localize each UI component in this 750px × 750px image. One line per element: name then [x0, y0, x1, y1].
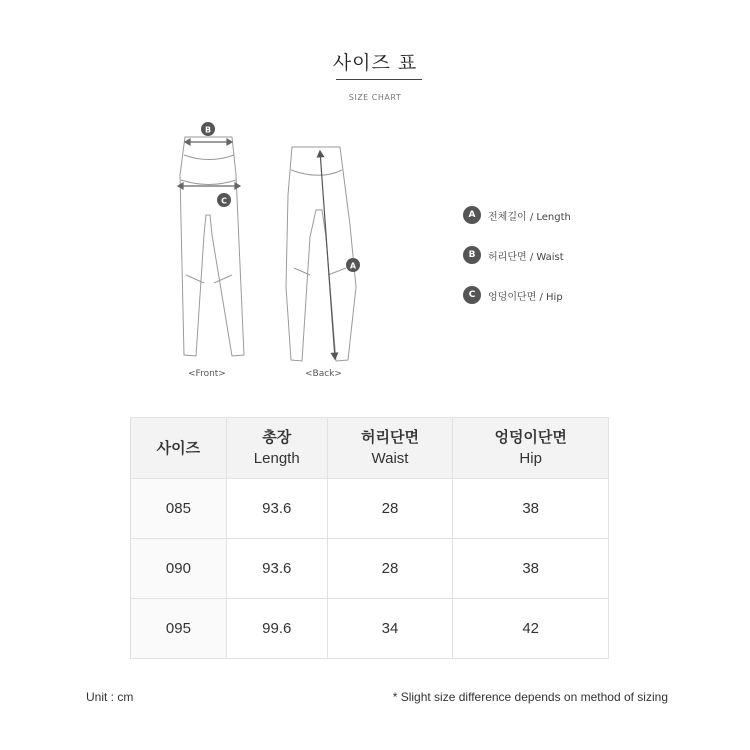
- waist-arrow: [185, 139, 232, 145]
- legend-item-length: [463, 205, 571, 225]
- legend-label: 엉덩이단면 / Hip: [488, 291, 563, 303]
- table-row: [131, 539, 609, 599]
- table-row: [131, 599, 609, 659]
- legend-badge: A: [463, 206, 481, 224]
- unit-note: Unit : cm: [86, 690, 134, 704]
- cell-length: 93.6: [226, 479, 327, 539]
- size-table: [130, 417, 609, 659]
- hip-arrow: [178, 183, 240, 189]
- leggings-diagram: [160, 115, 380, 390]
- legend-item-waist: [463, 245, 571, 265]
- legend-label: 전체길이 / Length: [488, 211, 571, 223]
- front-label: <Front>: [188, 369, 226, 379]
- legend-badge: B: [463, 246, 481, 264]
- cell-length: 99.6: [226, 599, 327, 659]
- cell-hip: 42: [453, 599, 609, 659]
- marker-c: [217, 193, 231, 207]
- sizing-disclaimer: * Slight size difference depends on method of sizing: [392, 690, 668, 704]
- length-arrow: [318, 151, 338, 359]
- title-divider: [336, 79, 422, 80]
- cell-waist: 34: [327, 599, 453, 659]
- header-length: 총장 Length: [226, 418, 327, 479]
- header-hip: 엉덩이단면 Hip: [453, 418, 609, 479]
- header-waist: 허리단면 Waist: [327, 418, 453, 479]
- legend-badge: C: [463, 286, 481, 304]
- front-view: [180, 137, 244, 356]
- cell-size: 090: [131, 539, 227, 599]
- cell-size: 095: [131, 599, 227, 659]
- page-subtitle: SIZE CHART: [348, 93, 402, 102]
- back-view: [286, 147, 356, 361]
- marker-b: [201, 122, 215, 136]
- cell-hip: 38: [453, 479, 609, 539]
- header-size: 사이즈: [131, 418, 227, 479]
- cell-waist: 28: [327, 479, 453, 539]
- cell-waist: 28: [327, 539, 453, 599]
- cell-hip: 38: [453, 539, 609, 599]
- legend-label: 허리단면 / Waist: [488, 251, 564, 263]
- cell-length: 93.6: [226, 539, 327, 599]
- svg-text:B: B: [204, 125, 212, 135]
- svg-text:C: C: [221, 196, 227, 206]
- marker-a: [346, 258, 360, 272]
- page-title: 사이즈 표: [332, 52, 418, 74]
- measurement-legend: [463, 205, 571, 325]
- table-row: [131, 479, 609, 539]
- svg-text:A: A: [349, 261, 357, 271]
- leggings-illustration: [160, 115, 380, 390]
- back-label: <Back>: [305, 369, 342, 379]
- legend-item-hip: [463, 285, 571, 305]
- cell-size: 085: [131, 479, 227, 539]
- table-header-row: [131, 418, 609, 479]
